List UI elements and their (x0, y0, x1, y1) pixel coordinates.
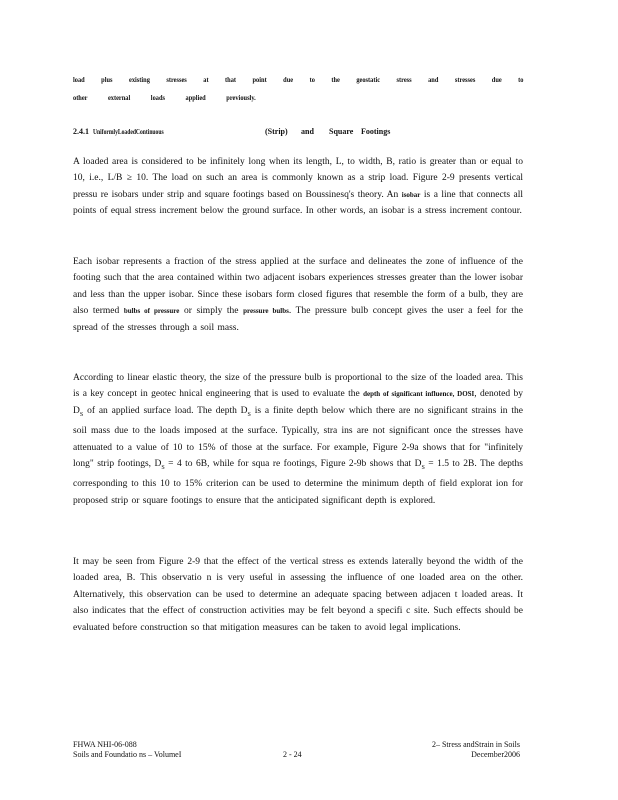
footer-right (410, 740, 520, 760)
section-number: 2.4.1 (73, 127, 89, 136)
emphasis-pressure-bulbs: pressure bulbs (243, 307, 289, 316)
section-title-part5: Footings (361, 127, 391, 136)
page-number: 2 - 24 (283, 750, 302, 759)
intro-line-1: load plus existing stresses at that point due to the geostatic stress and stresses due to (73, 75, 524, 84)
section-heading (73, 127, 403, 136)
emphasis-dosi: depth of significant influence, DOSI (363, 390, 475, 399)
footer-volume: Soils and Foundatio ns – VolumeI (73, 750, 182, 759)
paragraph-3: According to linear elastic theory, the size of the pressure bulb is proportional to the size of the loaded area. This is a key concept in geotec hnical engineering that is used to evaluate the depth of significant influence, DOSI, denoted by $D_S$ of an applied surface load. The depth $D_S$ is a finite depth below which there are no significant strains in the soil mass due to the loads imposed at the surface. Typically, stra ins are not significant once the stresses have attenuated to a value of 10 to 15% of those at the surface. For example, Figure 2-9a shows that for "infinitely long" strip footings, $D_S = 4$ to 6B, while for squa re footings, Figure 2-9b shows that $D_S = 1.5$ to 2B. The depths corresponding to this 10 to 15% criterion can be used to determine the minimum depth of field explorat ion for proposed strip or square footings to ensure that the anticipated significant depth is explored. (73, 373, 524, 506)
section-title-part2: (Strip) (265, 127, 288, 136)
footer-date: December2006 (471, 750, 520, 759)
section-title-part4: Square (329, 127, 354, 136)
section-title-part3: and (301, 127, 314, 136)
footer-left (73, 740, 181, 760)
emphasis-bulbs-of-pressure: bulbs of pressure (123, 307, 180, 316)
paragraph-4: It may be seen from Figure 2-9 that the effect of the vertical stress es extends laterally beyond the width of the loaded area, B. This observatio n is very useful in assessing the influence of one loaded area on the other. Alternatively, this observation can be used to determine an adequate spacing between adjacen t loaded areas. It also indicates that the effect of construction activities may be felt beyond a specifi c site. Such effects should be evaluated before construction so that mitigation measures can be taken to avoid legal implications. (73, 557, 523, 633)
emphasis-isobar: isobar (401, 190, 421, 199)
footer-chapter: 2– Stress andStrain in Soils (431, 740, 520, 749)
section-title-part1: UniformlyLoadedContinuous (93, 128, 164, 136)
footer-agency: FHWA NHI-06-088 (73, 740, 137, 749)
paragraph-2: Each isobar represents a fraction of the stress applied at the surface and delineates the zone of influence of the footing such that the area contained within two adjacent isobars experiences stresses greater than the lower isobar and less than the upper isobar. Since these isobars form closed figures that resemble the form of a bulb, they are also termed bulbs of pressure or simply the pressure bulbs. The pressure bulb concept gives the user a feel for the spread of the stresses through a soil mass. (73, 257, 523, 333)
paragraph-1: A loaded area is considered to be infinitely long when its length, L, to width, B, ratio is greater than or equal to 10, i.e., L/B ≥ 10. The load on such an area is commonly known as a strip load. Figure 2-9 presents vertical pressu re isobars under strip and square footings based on Boussinesq's theory. An isobar is a line that connects all points of equal stress increment below the ground surface. In other words, an isobar is a stress increment contour. (73, 157, 523, 217)
intro-line-2: other external loads applied previously. (73, 93, 256, 102)
